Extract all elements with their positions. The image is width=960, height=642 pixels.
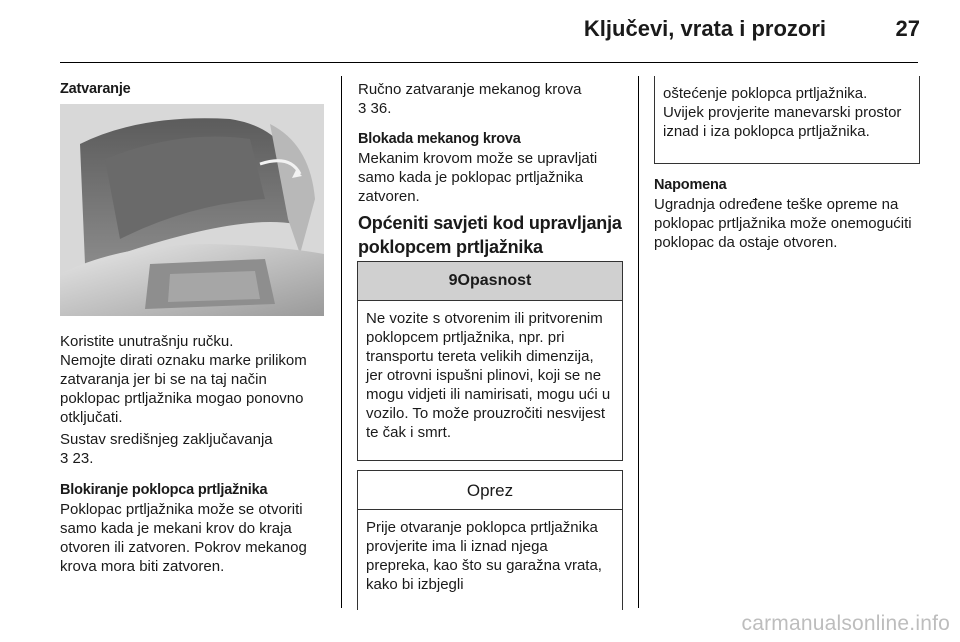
col1-p3-ref: 3 23. xyxy=(60,450,94,467)
col1-p1: Koristite unutrašnju ručku. xyxy=(60,333,234,350)
caution-box xyxy=(357,470,623,610)
column-divider-1 xyxy=(341,76,342,608)
caution-title: Oprez xyxy=(466,481,514,500)
caution-cont-text: oštećenje poklopca prtljažnika. Uvijek provjerite manevarski prostor iznad i iza poklopca prtljažnika. xyxy=(663,85,902,140)
col2-p2: Mekanim krovom može se upravljati samo kada je poklopac prtljažnika zatvoren. xyxy=(358,150,598,205)
trunk-lid-illustration xyxy=(60,104,324,316)
danger-title: 9Opasnost xyxy=(448,272,532,289)
caution-box-continued xyxy=(654,76,920,164)
col2-p1-ref: 3 36. xyxy=(358,100,392,117)
soft-top-lock-heading: Blokada mekanog krova xyxy=(358,131,521,147)
note-heading: Napomena xyxy=(654,177,727,193)
danger-text: Ne vozite s otvorenim ili pritvorenim poklopcem prtljažnika, npr. pri transportu tereta velikih dimenzija, jer otrovni ispušni plinovi, koji se ne mogu vidjeti ili namirisati, mogu ući u vozilo. To može prouzročiti nesvijest te čak i smrt. xyxy=(366,310,611,441)
trunk-lock-heading: Blokiranje poklopca prtljažnika xyxy=(60,482,268,498)
trunk-lid-photo xyxy=(60,104,324,316)
column-divider-2 xyxy=(638,76,639,608)
col1-p4: Poklopac prtljažnika može se otvoriti samo kada je mekani krov do kraja otvoren ili zatvoren. Pokrov mekanog krova mora biti zatvoren. xyxy=(60,501,307,575)
header-title: Ključevi, vrata i prozori xyxy=(583,16,826,41)
header-rule xyxy=(60,62,918,63)
caution-text: Prije otvaranje poklopca prtljažnika provjerite ima li iznad njega prepreka, kao što su garažna vrata, kako bi izbjegli xyxy=(366,519,602,593)
danger-box-title xyxy=(358,262,622,301)
col1-p3: Sustav središnjeg zaključavanja xyxy=(60,431,273,448)
closing-heading: Zatvaranje xyxy=(60,81,131,97)
col2-p1: Ručno zatvaranje mekanog krova xyxy=(358,81,582,98)
caution-box-title xyxy=(358,471,622,510)
section-title: Općeniti savjeti kod upravljanja poklopcem prtljažnika xyxy=(358,213,622,257)
watermark: carmanualsonline.info xyxy=(741,612,950,635)
danger-box xyxy=(357,261,623,461)
danger-box-body xyxy=(358,301,622,442)
caution-box-body xyxy=(358,510,622,594)
caution-cont-body xyxy=(655,76,919,141)
col1-p2: Nemojte dirati oznaku marke prilikom zatvaranja jer bi se na taj način poklopac prtljažnika mogao ponovno otključati. xyxy=(60,352,307,426)
page-number: 27 xyxy=(895,16,920,41)
note-text: Ugradnja određene teške opreme na poklopac prtljažnika može onemogućiti poklopac da ostaje otvoren. xyxy=(654,196,912,251)
